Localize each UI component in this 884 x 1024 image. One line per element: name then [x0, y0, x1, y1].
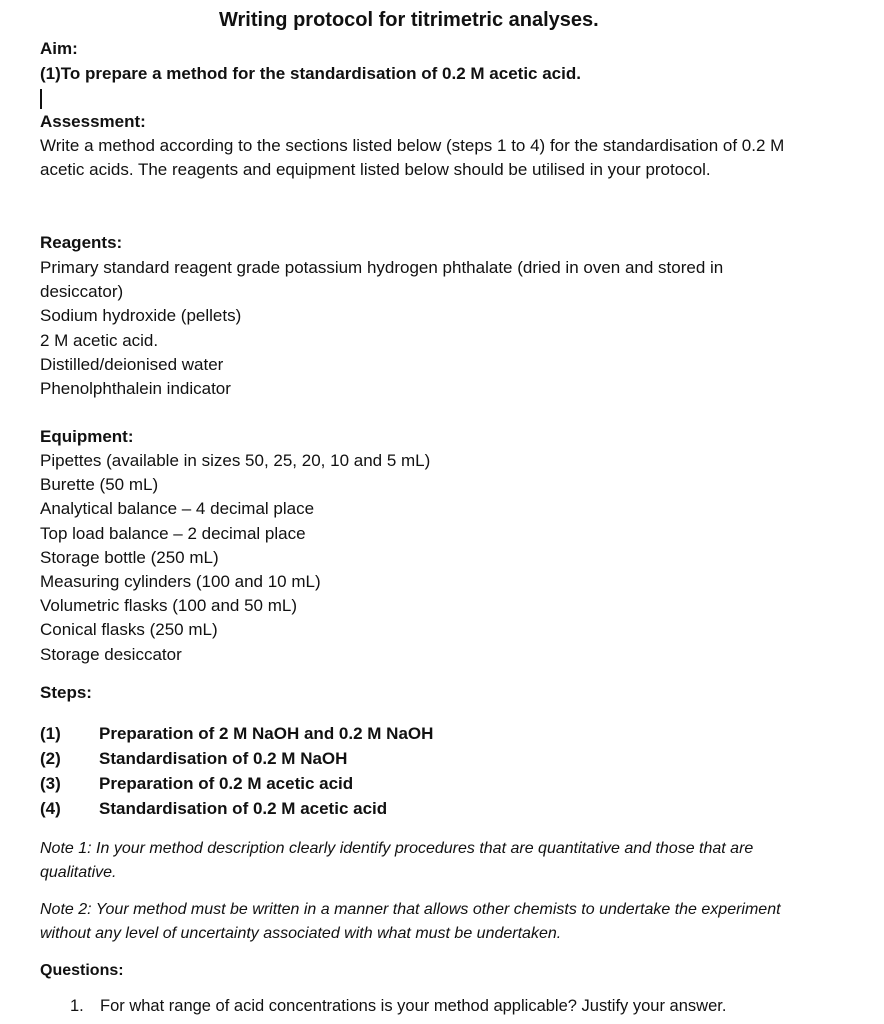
list-item: Storage bottle (250 mL): [40, 547, 219, 567]
step-number: (2): [40, 749, 61, 768]
step-item: [40, 721, 433, 746]
list-item: Conical flasks (250 mL): [40, 620, 218, 640]
reagents-heading: Reagents:: [40, 233, 123, 252]
aim-text: (1)To prepare a method for the standardisation of 0.2 M acetic acid.: [40, 64, 581, 83]
list-item: Volumetric flasks (100 and 50 mL): [40, 596, 298, 616]
list-item: Storage desiccator: [40, 644, 182, 664]
step-text: Preparation of 2 M NaOH and 0.2 M NaOH: [99, 724, 434, 743]
step-number: (4): [40, 799, 61, 818]
assessment-text: Write a method according to the sections listed below (steps 1 to 4) for the standardisation of 0.2 M acetic acids. The reagents and equipment listed below should be utilised in your protocol.: [40, 136, 785, 180]
page-title: Writing protocol for titrimetric analyses.: [219, 9, 599, 31]
reagents-list: [40, 256, 723, 401]
question-text: For what range of acid concentrations is your method applicable? Justify your answer.: [100, 997, 727, 1015]
list-item: Measuring cylinders (100 and 10 mL): [40, 572, 321, 592]
list-item: Analytical balance – 4 decimal place: [40, 499, 315, 519]
step-item: [40, 771, 433, 796]
aim-heading: Aim:: [40, 39, 78, 58]
step-text: Preparation of 0.2 M acetic acid: [99, 774, 354, 793]
step-number: (1): [40, 724, 61, 743]
text-cursor: [40, 89, 42, 109]
list-item: Phenolphthalein indicator: [40, 379, 231, 399]
equipment-list: [40, 449, 430, 667]
step-text: Standardisation of 0.2 M NaOH: [99, 749, 348, 768]
steps-heading: Steps:: [40, 683, 92, 702]
list-item: Pipettes (available in sizes 50, 25, 20, 10 and 5 mL): [40, 451, 431, 470]
steps-list: [40, 721, 433, 821]
list-item: Primary standard reagent grade potassium hydrogen phthalate (dried in oven and stored in: [40, 258, 724, 277]
equipment-heading: Equipment:: [40, 427, 134, 446]
question-item: [70, 997, 726, 1016]
list-item: Top load balance – 2 decimal place: [40, 523, 306, 543]
step-item: [40, 746, 433, 771]
note-1: Note 1: In your method description clearly identify procedures that are quantitative and those that are qualitative.: [40, 840, 754, 881]
step-text: Standardisation of 0.2 M acetic acid: [99, 799, 388, 818]
list-item: Burette (50 mL): [40, 475, 159, 495]
list-item: Distilled/deionised water: [40, 354, 224, 374]
list-item: Sodium hydroxide (pellets): [40, 306, 242, 326]
questions-heading: Questions:: [40, 962, 124, 979]
list-item: desiccator): [40, 282, 124, 302]
assessment-heading: Assessment:: [40, 112, 146, 131]
list-item: 2 M acetic acid.: [40, 330, 159, 350]
question-number: 1.: [70, 997, 84, 1015]
step-item: [40, 796, 433, 821]
step-number: (3): [40, 774, 61, 793]
note-2: Note 2: Your method must be written in a manner that allows other chemists to undertake the experiment without any level of uncertainty associated with what must be undertaken.: [40, 901, 781, 942]
